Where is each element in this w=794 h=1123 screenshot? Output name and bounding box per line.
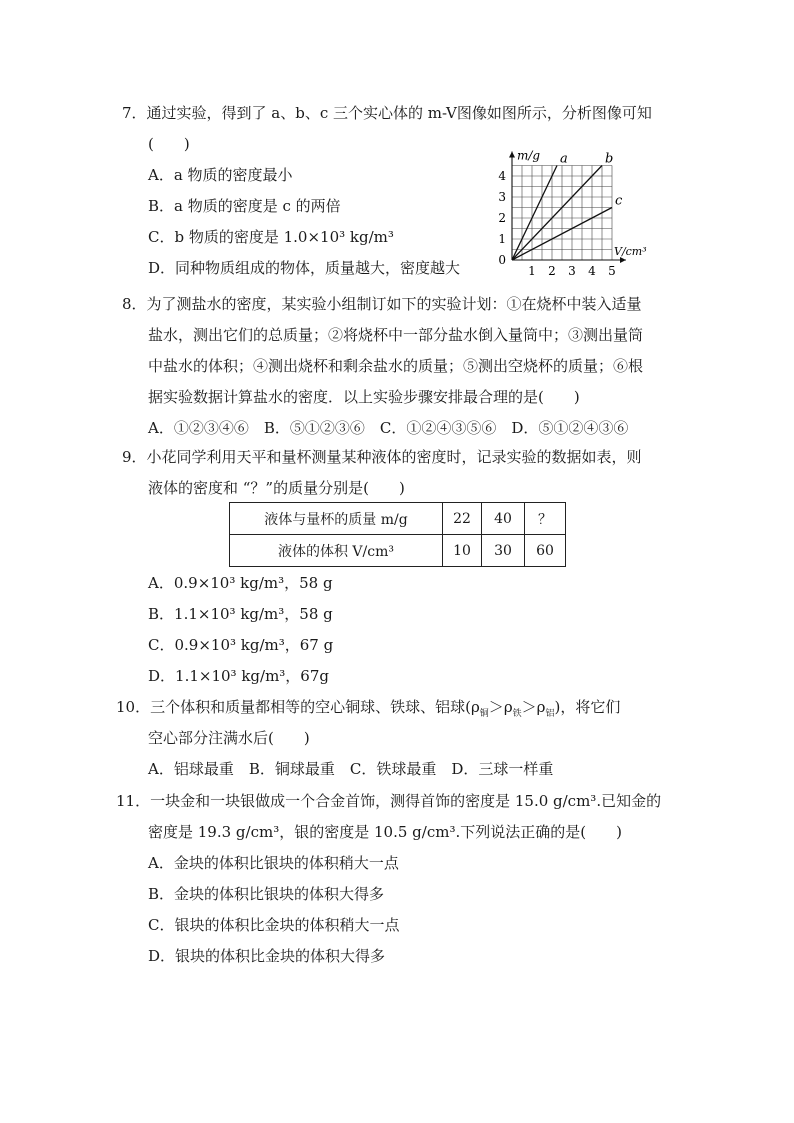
q7-option-d: D．同种物质组成的物体，质量越大，密度越大 — [148, 259, 461, 277]
table-cell: 60 — [525, 535, 566, 567]
x-axis-label: V/cm³ — [614, 245, 647, 258]
table-cell: 液体的体积 V/cm³ — [230, 535, 443, 567]
y-tick-label: 2 — [498, 211, 506, 225]
table-cell: ？ — [525, 503, 566, 535]
greater-than: ＞ — [521, 698, 537, 716]
q10-stem-post: )，将它们 — [554, 698, 621, 716]
series-line-a — [512, 166, 557, 261]
origin-label: 0 — [498, 253, 506, 267]
chart-grid — [512, 166, 612, 261]
x-tick-label: 1 — [528, 264, 536, 278]
table-cell: 30 — [482, 535, 525, 567]
q9-data-table — [229, 502, 566, 567]
series-label-a: a — [560, 151, 568, 167]
series-label-c: c — [615, 193, 623, 209]
q11-stem-line-2: 密度是 19.3 g/cm³，银的密度是 10.5 g/cm³.下列说法正确的是( ) — [148, 823, 622, 841]
mv-graph — [490, 140, 670, 280]
chart-labels — [498, 149, 646, 279]
q7-option-a: A．a 物质的密度最小 — [148, 166, 293, 184]
y-axis-arrow — [509, 152, 515, 158]
y-tick-label: 1 — [498, 232, 506, 246]
q8-stem-line-3: 中盐水的体积；④测出烧杯和剩余盐水的质量；⑤测出空烧杯的质量；⑥根 — [148, 357, 644, 375]
x-tick-label: 3 — [568, 264, 576, 278]
q10-stem-line-1 — [116, 697, 620, 724]
q9-option-d: D．1.1×10³ kg/m³，67g — [148, 667, 329, 685]
greater-than: ＞ — [488, 698, 504, 716]
q10-stem-pre: 10．三个体积和质量都相等的空心铜球、铁球、铝球( — [116, 698, 471, 716]
table-cell: 液体与量杯的质量 m/g — [230, 503, 443, 535]
q9-stem-line-1: 9．小花同学利用天平和量杯测量某种液体的密度时，记录实验的数据如表，则 — [122, 448, 642, 466]
q7-option-c: C．b 物质的密度是 1.0×10³ kg/m³ — [148, 228, 394, 246]
q10-stem-line-2: 空心部分注满水后( ) — [148, 729, 310, 747]
y-axis-label: m/g — [517, 148, 541, 163]
q7-stem: 7．通过实验，得到了 a、b、c 三个实心体的 m-V图像如图所示，分析图像可知 — [122, 104, 652, 122]
q8-stem-line-2: 盐水，测出它们的总质量；②将烧杯中一部分盐水倒入量筒中；③测出量筒 — [148, 326, 644, 344]
rho-sub-iron: 铁 — [512, 709, 522, 719]
y-tick-label: 4 — [498, 169, 506, 183]
table-row — [230, 535, 566, 567]
q10-options: A．铝球最重 B．铜球最重 C．铁球最重 D．三球一样重 — [148, 760, 554, 778]
table-cell: 22 — [443, 503, 482, 535]
rho-symbol: ρ — [503, 698, 513, 716]
x-tick-label: 4 — [588, 264, 596, 278]
table-row — [230, 503, 566, 535]
q11-option-a: A．金块的体积比银块的体积稍大一点 — [148, 854, 399, 872]
series-label-b: b — [605, 151, 614, 167]
x-tick-label: 2 — [548, 264, 556, 278]
series-line-b — [512, 166, 602, 261]
q9-option-b: B．1.1×10³ kg/m³，58 g — [148, 605, 333, 623]
q11-option-b: B．金块的体积比银块的体积大得多 — [148, 885, 385, 903]
q7-option-b: B．a 物质的密度是 c 的两倍 — [148, 197, 341, 215]
q9-stem-line-2: 液体的密度和 “？”的质量分别是( ) — [148, 479, 405, 497]
x-tick-label: 5 — [608, 264, 616, 278]
table-cell: 40 — [482, 503, 525, 535]
q11-stem-line-1: 11．一块金和一块银做成一个合金首饰，测得首饰的密度是 15.0 g/cm³.已知金的 — [116, 792, 662, 810]
rho-sub-aluminum: 铝 — [545, 709, 555, 719]
rho-sub-copper: 铜 — [479, 709, 489, 719]
q11-option-d: D．银块的体积比金块的体积大得多 — [148, 947, 386, 965]
q9-option-c: C．0.9×10³ kg/m³，67 g — [148, 636, 334, 654]
rho-symbol: ρ — [536, 698, 546, 716]
q7-answer-paren: ( ) — [148, 135, 190, 153]
q8-options: A．①②③④⑥ B．⑤①②③⑥ C．①②④③⑤⑥ D．⑤①②④③⑥ — [148, 419, 629, 437]
q9-option-a: A．0.9×10³ kg/m³，58 g — [148, 574, 333, 592]
table-cell: 10 — [443, 535, 482, 567]
q8-stem-line-1: 8．为了测盐水的密度，某实验小组制订如下的实验计划：①在烧杯中装入适量 — [122, 295, 642, 313]
q8-stem-line-4: 据实验数据计算盐水的密度．以上实验步骤安排最合理的是( ) — [148, 388, 580, 406]
q11-option-c: C．银块的体积比金块的体积稍大一点 — [148, 916, 400, 934]
y-tick-label: 3 — [498, 190, 506, 204]
rho-symbol: ρ — [470, 698, 480, 716]
